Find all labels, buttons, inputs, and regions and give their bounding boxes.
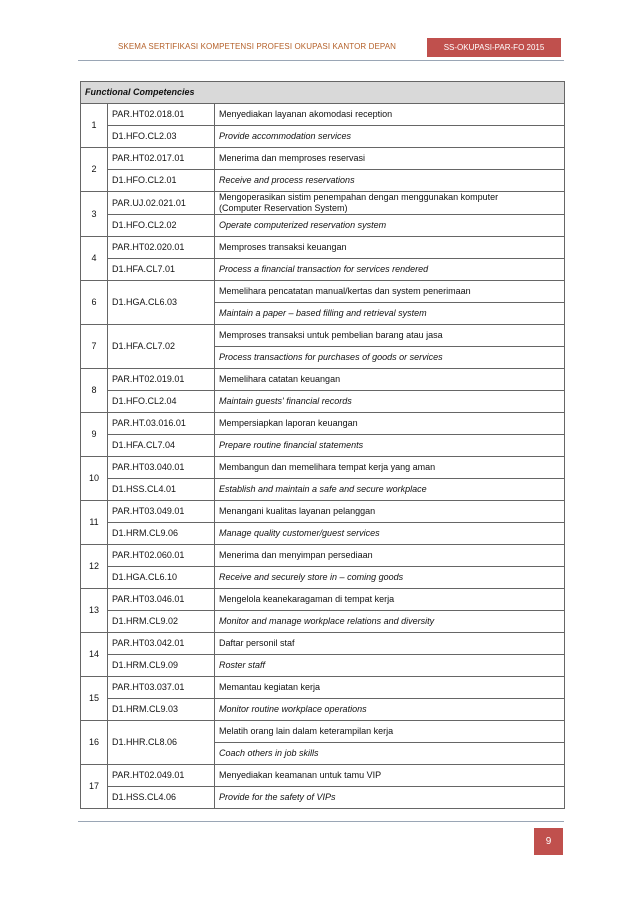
page-number: 9 [534,828,563,855]
unit-title-id: Menerima dan memproses reservasi [215,148,565,170]
competency-number: 6 [81,281,108,325]
unit-title-en: Manage quality customer/guest services [215,523,565,545]
table-row [81,457,565,479]
unit-title-id: Mengelola keanekaragaman di tempat kerja [215,589,565,611]
table-row [81,523,565,545]
table-row [81,611,565,633]
unit-title-id [215,192,565,215]
unit-code: D1.HFA.CL7.04 [108,435,215,457]
unit-title-line: Mengoperasikan sistim penempahan dengan menggunakan komputer [219,192,499,202]
competency-number: 1 [81,104,108,148]
table-row [81,215,565,237]
unit-title-en: Operate computerized reservation system [215,215,565,237]
table-row [81,655,565,677]
table-row [81,501,565,523]
table-row [81,170,565,192]
competency-number: 13 [81,589,108,633]
unit-code: D1.HFO.CL2.04 [108,391,215,413]
unit-title-en: Roster staff [215,655,565,677]
unit-code: D1.HFO.CL2.01 [108,170,215,192]
unit-code: D1.HFO.CL2.02 [108,215,215,237]
table-row [81,677,565,699]
unit-code: PAR.HT02.017.01 [108,148,215,170]
unit-title-id: Melatih orang lain dalam keterampilan kerja [215,721,565,743]
unit-code: D1.HGA.CL6.03 [108,281,215,325]
competency-number: 14 [81,633,108,677]
unit-code: PAR.HT03.040.01 [108,457,215,479]
unit-title-en: Provide accommodation services [215,126,565,148]
unit-code: PAR.HT03.049.01 [108,501,215,523]
unit-title-id: Membangun dan memelihara tempat kerja yang aman [215,457,565,479]
unit-title-en: Prepare routine financial statements [215,435,565,457]
table-row [81,325,565,347]
table-row [81,633,565,655]
table-row [81,237,565,259]
unit-code: D1.HGA.CL6.10 [108,567,215,589]
unit-code: D1.HRM.CL9.06 [108,523,215,545]
competency-number: 15 [81,677,108,721]
table-row [81,435,565,457]
table-row [81,391,565,413]
unit-title-line: (Computer Reservation System) [219,203,348,213]
table-row [81,721,565,743]
unit-code: PAR.HT02.049.01 [108,765,215,787]
unit-code: PAR.HT03.037.01 [108,677,215,699]
unit-title-id: Memantau kegiatan kerja [215,677,565,699]
unit-title-en: Monitor routine workplace operations [215,699,565,721]
unit-title-id: Memelihara catatan keuangan [215,369,565,391]
competency-number: 3 [81,192,108,237]
table-row [81,259,565,281]
unit-code: PAR.HT02.020.01 [108,237,215,259]
unit-title-en: Establish and maintain a safe and secure workplace [215,479,565,501]
competency-number: 16 [81,721,108,765]
unit-title-en: Provide for the safety of VIPs [215,787,565,809]
unit-code: PAR.HT03.046.01 [108,589,215,611]
section-header: Functional Competencies [81,82,565,104]
table-row [81,104,565,126]
unit-title-en: Process a financial transaction for services rendered [215,259,565,281]
unit-title-id: Menyediakan keamanan untuk tamu VIP [215,765,565,787]
unit-title-en: Receive and securely store in – coming goods [215,567,565,589]
unit-code: D1.HSS.CL4.01 [108,479,215,501]
unit-title-en: Process transactions for purchases of goods or services [215,347,565,369]
competency-table [80,81,565,809]
unit-code: D1.HFO.CL2.03 [108,126,215,148]
table-row [81,479,565,501]
unit-title-en: Maintain guests' financial records [215,391,565,413]
table-row [81,545,565,567]
unit-code: PAR.HT02.019.01 [108,369,215,391]
unit-code: PAR.UJ.02.021.01 [108,192,215,215]
table-row [81,369,565,391]
table-row [81,148,565,170]
competency-number: 9 [81,413,108,457]
competency-number: 4 [81,237,108,281]
unit-title-id: Memproses transaksi untuk pembelian barang atau jasa [215,325,565,347]
competency-number: 7 [81,325,108,369]
table-row [81,765,565,787]
unit-code: PAR.HT03.042.01 [108,633,215,655]
unit-title-en: Maintain a paper – based filling and retrieval system [215,303,565,325]
unit-code: D1.HRM.CL9.03 [108,699,215,721]
header-title: SKEMA SERTIFIKASI KOMPETENSI PROFESI OKUPASI KANTOR DEPAN [118,42,397,51]
section-header-row [81,82,565,104]
competency-number: 2 [81,148,108,192]
table-row [81,787,565,809]
unit-code: D1.HFA.CL7.01 [108,259,215,281]
competency-number: 8 [81,369,108,413]
header-rule [78,60,564,61]
unit-code: D1.HRM.CL9.02 [108,611,215,633]
header-code-badge: SS-OKUPASI-PAR-FO 2015 [427,38,561,57]
unit-title-id: Menerima dan menyimpan persediaan [215,545,565,567]
competency-number: 12 [81,545,108,589]
unit-title-en: Receive and process reservations [215,170,565,192]
unit-code: D1.HHR.CL8.06 [108,721,215,765]
unit-title-id: Mempersiapkan laporan keuangan [215,413,565,435]
table-row [81,589,565,611]
competency-number: 17 [81,765,108,809]
unit-code: PAR.HT.03.016.01 [108,413,215,435]
table-row [81,413,565,435]
page-header [0,38,638,60]
unit-code: D1.HFA.CL7.02 [108,325,215,369]
unit-title-en: Monitor and manage workplace relations and diversity [215,611,565,633]
unit-code: D1.HRM.CL9.09 [108,655,215,677]
table-row [81,126,565,148]
unit-title-id: Daftar personil staf [215,633,565,655]
unit-code: PAR.HT02.018.01 [108,104,215,126]
table-row [81,192,565,215]
competency-number: 10 [81,457,108,501]
unit-code: D1.HSS.CL4.06 [108,787,215,809]
unit-title-id: Memelihara pencatatan manual/kertas dan system penerimaan [215,281,565,303]
unit-title-id: Menangani kualitas layanan pelanggan [215,501,565,523]
unit-title-id: Menyediakan layanan akomodasi reception [215,104,565,126]
table-row [81,567,565,589]
unit-title-id: Memproses transaksi keuangan [215,237,565,259]
table-row [81,699,565,721]
competency-number: 11 [81,501,108,545]
table-row [81,281,565,303]
unit-code: PAR.HT02.060.01 [108,545,215,567]
footer-rule [78,821,564,822]
unit-title-en: Coach others in job skills [215,743,565,765]
